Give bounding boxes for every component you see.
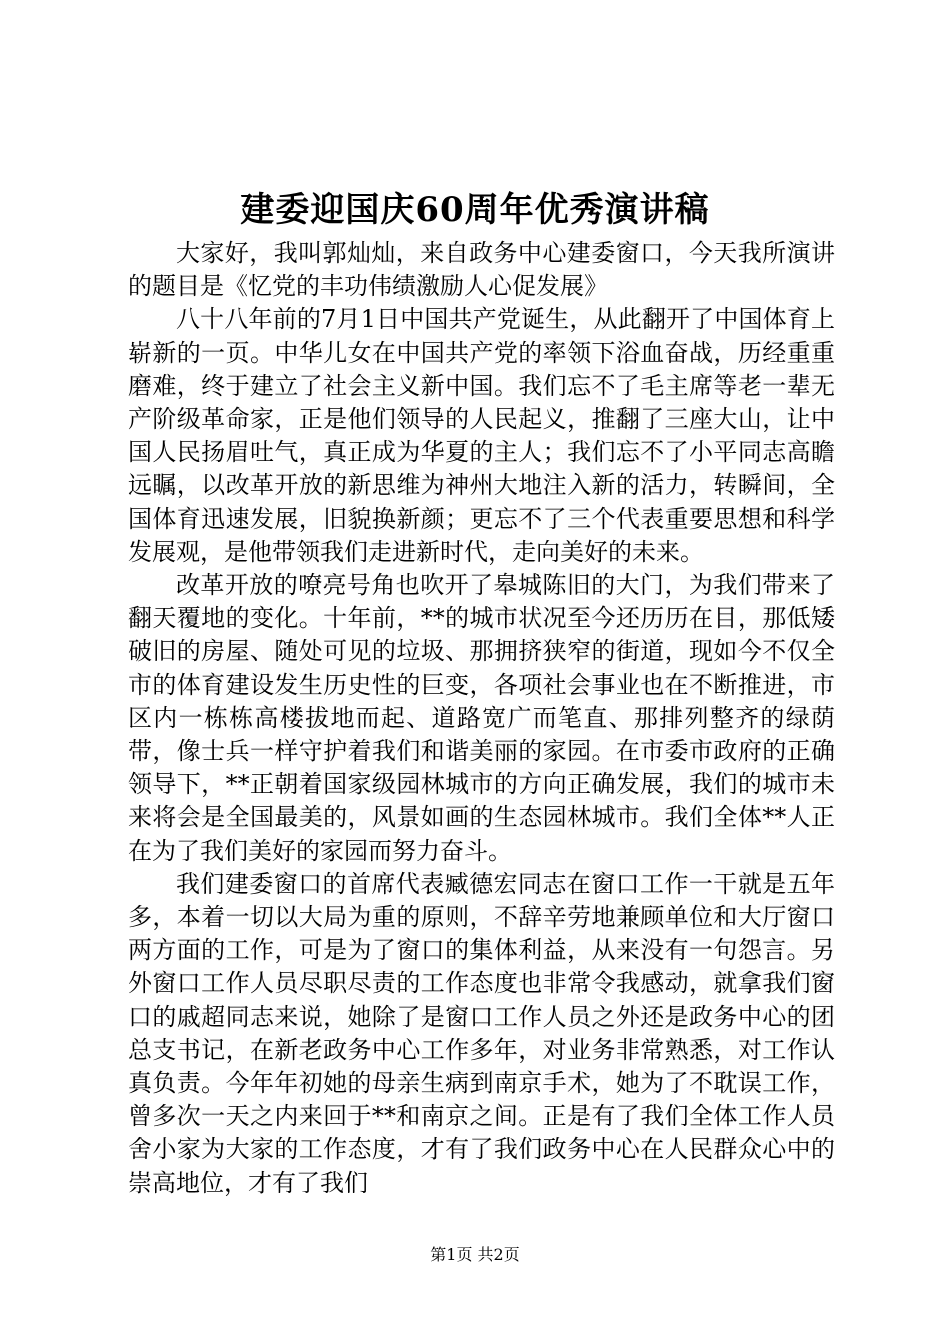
document-title: 建委迎国庆60周年优秀演讲稿 <box>240 190 710 230</box>
document-body <box>128 237 835 1200</box>
page-footer: 第1页 共2页 <box>430 1245 520 1264</box>
paragraph: 八十八年前的7月1日中国共产党诞生，从此翻开了中国体育上崭新的一页。中华儿女在中国共产党的率领下浴血奋战，历经重重磨难，终于建立了社会主义新中国。我们忘不了毛主席等老一辈无产阶级革命家，正是他们领导的人民起义，推翻了三座大山，让中国人民扬眉吐气，真正成为华夏的主人；我们忘不了小平同志高瞻远瞩，以改革开放的新思维为神州大地注入新的活力，转瞬间，全国体育迅速发展，旧貌换新颜；更忘不了三个代表重要思想和科学发展观，是他带领我们走进新时代，走向美好的未来。 <box>128 305 835 566</box>
paragraph: 我们建委窗口的首席代表臧德宏同志在窗口工作一干就是五年多，本着一切以大局为重的原则，不辞辛劳地兼顾单位和大厅窗口两方面的工作，可是为了窗口的集体利益，从来没有一句怨言。另外窗口工作人员尽职尽责的工作态度也非常令我感动，就拿我们窗口的戚超同志来说，她除了是窗口工作人员之外还是政务中心的团总支书记，在新老政务中心工作多年，对业务非常熟悉，对工作认真负责。今年年初她的母亲生病到南京手术，她为了不耽误工作，曾多次一天之内来回于**和南京之间。正是有了我们全体工作人员舍小家为大家的工作态度，才有了我们政务中心在人民群众心中的崇高地位，才有了我们 <box>128 869 835 1197</box>
paragraph: 改革开放的嘹亮号角也吹开了皋城陈旧的大门，为我们带来了翻天覆地的变化。十年前，**的城市状况至今还历历在目，那低矮破旧的房屋、随处可见的垃圾、那拥挤狭窄的街道，现如今不仅全市的体育建设发生历史性的巨变，各项社会事业也在不断推进，市区内一栋栋高楼拔地而起、道路宽广而笔直、那排列整齐的绿荫带，像士兵一样守护着我们和谐美丽的家园。在市委市政府的正确领导下，**正朝着国家级园林城市的方向正确发展，我们的城市未来将会是全国最美的，风景如画的生态园林城市。我们全体**人正在为了我们美好的家园而努力奋斗。 <box>128 571 835 865</box>
paragraph: 大家好，我叫郭灿灿，来自政务中心建委窗口，今天我所演讲的题目是《忆党的丰功伟绩激励人心促发展》 <box>128 239 835 301</box>
